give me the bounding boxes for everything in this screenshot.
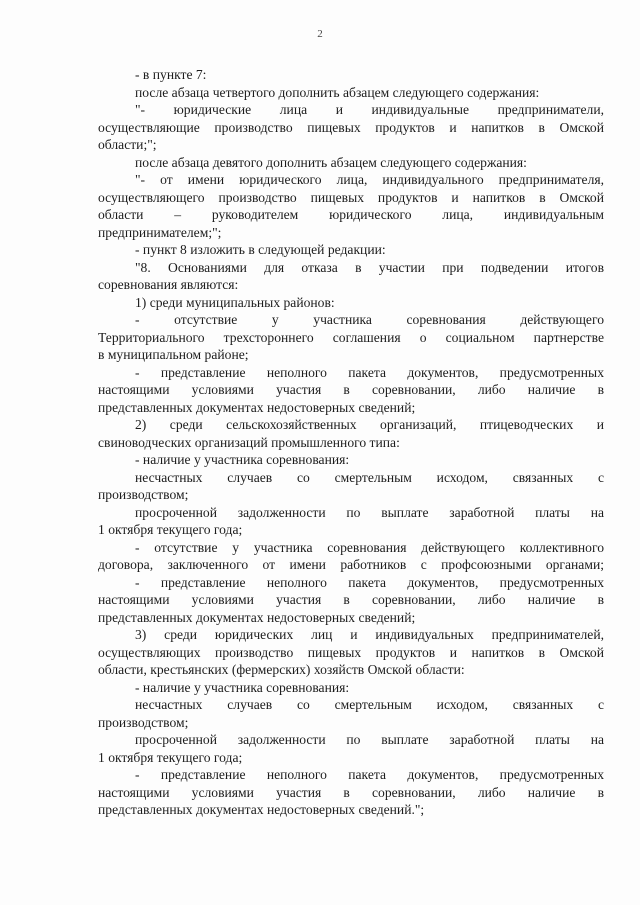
text-line: производством; — [98, 714, 189, 730]
text-line: несчастных случаев со смертельным исходом, связанных с — [135, 469, 604, 485]
text-line: представленных документах недостоверных сведений; — [98, 399, 416, 415]
text-line: 1 октября текущего года; — [98, 522, 243, 537]
text-line: - отсутствие у участника соревнования действующего коллективного — [135, 539, 604, 555]
text-line: свиноводческих организаций промышленного типа: — [98, 434, 400, 450]
text-line: "- от имени юридического лица, индивидуального предпринимателя, — [135, 172, 604, 187]
text-line: Территориального трехстороннего соглашения о социальном партнерстве — [98, 329, 604, 345]
text-line: настоящими условиями участия в соревновании, либо наличие в — [98, 784, 604, 800]
text-line: 1 октября текущего года; — [98, 749, 243, 765]
text-line: представленных документах недостоверных сведений."; — [98, 802, 425, 817]
text-line: "- юридические лица и индивидуальные предприниматели, — [135, 102, 604, 117]
text-line: - в пункте 7: — [135, 67, 207, 82]
text-line: осуществляющие производство пищевых продуктов и напитков в Омской — [98, 119, 604, 135]
text-line: области;"; — [98, 137, 157, 152]
page-number: 2 — [317, 28, 323, 40]
text-line: области, крестьянских (фермерских) хозяйств Омской области: — [98, 662, 465, 677]
text-line: договора, заключенного от имени работников с профсоюзными органами; — [98, 557, 604, 572]
text-line: производством; — [98, 487, 189, 502]
text-line: - представление неполного пакета документов, предусмотренных — [135, 767, 604, 782]
text-line: несчастных случаев со смертельным исходом, связанных с — [135, 697, 604, 712]
text-line: - представление неполного пакета документов, предусмотренных — [135, 574, 604, 590]
text-line: просроченной задолженности по выплате заработной платы на — [135, 504, 604, 520]
text-line: соревнования являются: — [98, 277, 239, 292]
document-body — [98, 66, 604, 819]
text-line: - отсутствие у участника соревнования действующего — [135, 312, 604, 327]
text-line: представленных документах недостоверных сведений; — [98, 609, 416, 625]
text-line: - наличие у участника соревнования: — [135, 452, 350, 467]
text-line: "8. Основаниями для отказа в участии при подведении итогов — [135, 259, 604, 275]
text-line: после абзаца девятого дополнить абзацем следующего содержания: — [135, 154, 527, 170]
text-line: в муниципальном районе; — [98, 347, 249, 362]
text-line: просроченной задолженности по выплате заработной платы на — [135, 732, 604, 747]
text-line: - пункт 8 изложить в следующей редакции: — [135, 242, 386, 257]
text-line: осуществляющих производство пищевых продуктов и напитков в Омской — [98, 644, 604, 660]
text-line: 1) среди муниципальных районов: — [135, 294, 335, 310]
text-line: области – руководителем юридического лица, индивидуальным — [98, 207, 604, 222]
text-line: настоящими условиями участия в соревновании, либо наличие в — [98, 382, 604, 397]
text-line: - представление неполного пакета документов, предусмотренных — [135, 364, 604, 380]
text-line: предпринимателем;"; — [98, 224, 222, 240]
text-line: 3) среди юридических лиц и индивидуальных предпринимателей, — [135, 627, 604, 642]
text-line: - наличие у участника соревнования: — [135, 679, 350, 695]
text-line: настоящими условиями участия в соревновании, либо наличие в — [98, 592, 604, 607]
text-line: 2) среди сельскохозяйственных организаций, птицеводческих и — [135, 417, 604, 432]
text-line: осуществляющего производство пищевых продуктов и напитков в Омской — [98, 189, 604, 205]
text-line: после абзаца четвертого дополнить абзацем следующего содержания: — [135, 84, 540, 100]
